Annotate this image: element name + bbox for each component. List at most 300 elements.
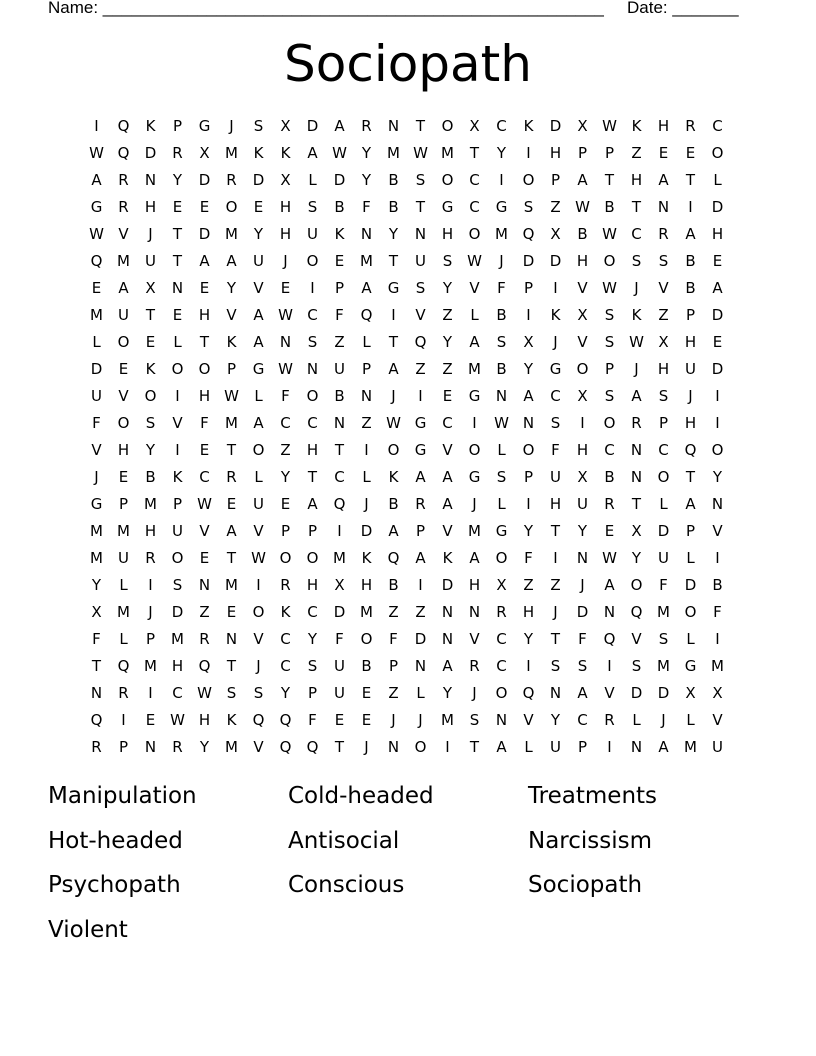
grid-letter: I	[472, 413, 477, 432]
grid-letter: N	[495, 710, 508, 729]
grid-letter: I	[553, 548, 558, 567]
grid-letter: N	[225, 629, 238, 648]
grid-letter: F	[308, 710, 317, 729]
grid-letter: T	[226, 440, 237, 459]
grid-letter: J	[634, 359, 639, 378]
grid-letter: D	[630, 683, 643, 702]
grid-letter: S	[496, 332, 507, 351]
grid-letter: D	[549, 251, 562, 270]
grid-letter: A	[658, 170, 669, 189]
grid-letter: H	[576, 440, 589, 459]
grid-letter: I	[526, 656, 531, 675]
grid-letter: L	[362, 467, 371, 486]
grid-letter: X	[91, 602, 102, 621]
grid-letter: H	[711, 224, 724, 243]
grid-letter: S	[226, 683, 237, 702]
grid-letter: L	[362, 332, 371, 351]
grid-letter: L	[254, 467, 263, 486]
grid-letter: L	[254, 386, 263, 405]
grid-letter: J	[364, 494, 369, 513]
grid-letter: X	[685, 683, 696, 702]
grid-letter: Q	[414, 332, 427, 351]
grid-letter: A	[442, 467, 453, 486]
grid-letter: T	[388, 251, 399, 270]
grid-letter: T	[685, 170, 696, 189]
grid-letter: U	[118, 548, 129, 567]
grid-letter: T	[469, 737, 480, 756]
grid-letter: I	[148, 575, 153, 594]
grid-letter: F	[362, 197, 371, 216]
grid-letter: Q	[387, 548, 400, 567]
grid-letter: F	[335, 629, 344, 648]
grid-letter: H	[198, 386, 211, 405]
grid-letter: G	[468, 467, 481, 486]
grid-letter: H	[549, 143, 562, 162]
grid-letter: B	[712, 575, 723, 594]
word-list-item: Narcissism	[528, 827, 653, 854]
grid-letter: S	[253, 116, 264, 135]
grid-letter: N	[441, 602, 454, 621]
grid-letter: N	[630, 737, 643, 756]
grid-letter: Q	[522, 224, 535, 243]
grid-letter: C	[496, 656, 507, 675]
grid-letter: V	[631, 629, 642, 648]
grid-letter: O	[522, 440, 535, 459]
grid-letter: C	[469, 197, 480, 216]
grid-letter: A	[91, 170, 102, 189]
grid-letter: A	[388, 359, 399, 378]
grid-letter: J	[688, 386, 693, 405]
grid-letter: B	[496, 359, 507, 378]
grid-letter: U	[658, 548, 669, 567]
grid-letter: S	[523, 197, 534, 216]
grid-letter: F	[335, 305, 344, 324]
grid-letter: H	[117, 440, 130, 459]
grid-letter: A	[496, 737, 507, 756]
grid-letter: M	[495, 224, 508, 243]
grid-letter: H	[684, 413, 697, 432]
grid-letter: A	[226, 521, 237, 540]
grid-letter: Z	[361, 413, 372, 432]
grid-letter: J	[256, 656, 261, 675]
grid-letter: A	[415, 548, 426, 567]
grid-letter: A	[442, 656, 453, 675]
grid-letter: R	[658, 224, 669, 243]
grid-letter: M	[144, 656, 157, 675]
grid-letter: N	[198, 575, 211, 594]
grid-letter: B	[361, 656, 372, 675]
grid-letter: C	[334, 467, 345, 486]
grid-letter: X	[496, 575, 507, 594]
grid-letter: O	[522, 170, 535, 189]
grid-letter: I	[715, 386, 720, 405]
grid-letter: X	[577, 386, 588, 405]
grid-letter: S	[550, 413, 561, 432]
grid-letter: A	[334, 116, 345, 135]
grid-letter: N	[90, 683, 103, 702]
grid-letter: O	[468, 440, 481, 459]
grid-letter: B	[388, 494, 399, 513]
grid-letter: P	[523, 278, 534, 297]
grid-letter: K	[253, 143, 264, 162]
grid-letter: O	[306, 251, 319, 270]
grid-letter: J	[229, 116, 234, 135]
grid-letter: P	[685, 521, 696, 540]
grid-letter: K	[334, 224, 345, 243]
grid-letter: P	[172, 116, 183, 135]
grid-letter: Q	[603, 629, 616, 648]
grid-letter: Z	[415, 602, 426, 621]
word-list-item: Sociopath	[528, 872, 643, 898]
grid-letter: I	[121, 710, 126, 729]
grid-letter: F	[713, 602, 722, 621]
grid-letter: J	[391, 386, 396, 405]
grid-letter: G	[549, 359, 562, 378]
grid-letter: C	[496, 116, 507, 135]
grid-letter: Z	[658, 305, 669, 324]
grid-letter: I	[553, 278, 558, 297]
grid-letter: P	[361, 359, 372, 378]
grid-letter: H	[198, 710, 211, 729]
grid-letter: J	[661, 710, 666, 729]
grid-letter: P	[577, 143, 588, 162]
grid-letter: P	[604, 359, 615, 378]
grid-letter: R	[172, 143, 183, 162]
grid-letter: H	[306, 440, 319, 459]
grid-letter: D	[414, 629, 427, 648]
grid-letter: S	[145, 413, 156, 432]
grid-letter: J	[499, 251, 504, 270]
grid-letter: D	[657, 683, 670, 702]
grid-letter: U	[253, 251, 264, 270]
word-list-item: Antisocial	[288, 827, 400, 854]
grid-letter: U	[415, 251, 426, 270]
grid-letter: B	[388, 170, 399, 189]
word-list-item: Cold-headed	[288, 783, 434, 809]
grid-letter: Y	[172, 170, 183, 189]
grid-letter: H	[144, 521, 157, 540]
grid-letter: X	[280, 170, 291, 189]
grid-letter: D	[711, 305, 724, 324]
grid-letter: P	[415, 521, 426, 540]
grid-letter: P	[388, 656, 399, 675]
grid-letter: V	[442, 440, 453, 459]
grid-letter: I	[418, 386, 423, 405]
grid-letter: I	[607, 656, 612, 675]
grid-letter: L	[659, 494, 668, 513]
grid-letter: W	[467, 251, 482, 270]
grid-letter: B	[388, 197, 399, 216]
grid-letter: U	[145, 251, 156, 270]
grid-letter: F	[281, 386, 290, 405]
grid-letter: D	[171, 602, 184, 621]
grid-letter: T	[550, 629, 561, 648]
grid-letter: I	[391, 305, 396, 324]
grid-letter: E	[118, 467, 129, 486]
grid-letter: A	[361, 278, 372, 297]
grid-letter: G	[198, 116, 211, 135]
grid-letter: R	[604, 494, 615, 513]
grid-letter: Y	[712, 467, 723, 486]
grid-letter: U	[253, 494, 264, 513]
grid-letter: M	[711, 656, 724, 675]
grid-letter: K	[631, 116, 642, 135]
grid-letter: O	[117, 413, 130, 432]
grid-letter: W	[575, 197, 590, 216]
grid-letter: C	[307, 305, 318, 324]
grid-letter: N	[630, 440, 643, 459]
grid-letter: K	[145, 359, 156, 378]
grid-letter: A	[307, 143, 318, 162]
grid-letter: D	[333, 602, 346, 621]
grid-letter: I	[526, 305, 531, 324]
word-list	[48, 776, 768, 954]
grid-letter: A	[577, 683, 588, 702]
grid-letter: Y	[442, 683, 453, 702]
grid-letter: L	[686, 548, 695, 567]
grid-letter: G	[468, 386, 481, 405]
grid-letter: W	[197, 683, 212, 702]
grid-letter: E	[685, 143, 696, 162]
grid-letter: J	[148, 602, 153, 621]
grid-letter: G	[387, 278, 400, 297]
grid-letter: N	[657, 197, 670, 216]
grid-letter: P	[604, 143, 615, 162]
grid-letter: M	[225, 737, 238, 756]
grid-letter: X	[577, 305, 588, 324]
grid-letter: Y	[550, 710, 561, 729]
grid-letter: F	[200, 413, 209, 432]
grid-letter: T	[631, 197, 642, 216]
grid-letter: I	[364, 440, 369, 459]
grid-letter: W	[170, 710, 185, 729]
grid-letter: S	[550, 656, 561, 675]
grid-letter: C	[550, 386, 561, 405]
grid-letter: K	[280, 602, 291, 621]
grid-letter: B	[685, 251, 696, 270]
grid-letter: Y	[361, 143, 372, 162]
name-field-label: Name: _____________________________________________________	[48, 0, 604, 17]
grid-letter: O	[279, 548, 292, 567]
grid-letter: B	[604, 467, 615, 486]
grid-letter: T	[415, 197, 426, 216]
grid-letter: V	[523, 710, 534, 729]
grid-letter: V	[172, 413, 183, 432]
grid-letter: E	[118, 359, 129, 378]
grid-letter: M	[468, 359, 481, 378]
grid-letter: D	[684, 575, 697, 594]
grid-letter: Z	[442, 305, 453, 324]
grid-letter: O	[711, 440, 724, 459]
grid-letter: E	[361, 683, 372, 702]
grid-letter: E	[280, 278, 291, 297]
grid-letter: M	[441, 143, 454, 162]
grid-letter: L	[416, 683, 425, 702]
grid-letter: E	[334, 251, 345, 270]
grid-letter: U	[712, 737, 723, 756]
grid-letter: V	[658, 278, 669, 297]
grid-letter: E	[712, 251, 723, 270]
grid-letter: S	[469, 710, 480, 729]
grid-letter: Q	[90, 710, 103, 729]
grid-letter: Z	[388, 683, 399, 702]
grid-letter: I	[175, 386, 180, 405]
grid-letter: V	[577, 278, 588, 297]
grid-letter: Z	[550, 575, 561, 594]
grid-letter: X	[577, 116, 588, 135]
grid-letter: U	[118, 305, 129, 324]
grid-letter: A	[685, 224, 696, 243]
grid-letter: O	[252, 440, 265, 459]
grid-letter: Q	[198, 656, 211, 675]
grid-letter: S	[631, 656, 642, 675]
grid-letter: T	[469, 143, 480, 162]
grid-letter: E	[712, 332, 723, 351]
grid-letter: P	[307, 521, 318, 540]
grid-letter: O	[630, 575, 643, 594]
grid-letter: X	[550, 224, 561, 243]
grid-letter: M	[117, 602, 130, 621]
grid-letter: U	[172, 521, 183, 540]
grid-letter: N	[387, 116, 400, 135]
grid-letter: V	[415, 305, 426, 324]
grid-letter: V	[712, 521, 723, 540]
grid-letter: X	[712, 683, 723, 702]
grid-letter: O	[468, 224, 481, 243]
grid-letter: P	[118, 737, 129, 756]
grid-letter: T	[145, 305, 156, 324]
grid-letter: U	[91, 386, 102, 405]
grid-letter: O	[414, 737, 427, 756]
grid-letter: T	[226, 548, 237, 567]
grid-letter: Z	[388, 602, 399, 621]
grid-letter: S	[172, 575, 183, 594]
grid-letter: M	[360, 602, 373, 621]
grid-letter: C	[496, 629, 507, 648]
grid-letter: W	[629, 332, 644, 351]
grid-letter: T	[388, 332, 399, 351]
grid-letter: N	[711, 494, 724, 513]
grid-letter: Y	[523, 629, 534, 648]
grid-letter: P	[280, 521, 291, 540]
grid-letter: E	[253, 197, 264, 216]
grid-letter: L	[632, 710, 641, 729]
grid-letter: Q	[252, 710, 265, 729]
grid-letter: Y	[307, 629, 318, 648]
grid-letter: L	[119, 575, 128, 594]
grid-letter: V	[199, 521, 210, 540]
grid-letter: O	[495, 683, 508, 702]
grid-letter: J	[472, 494, 477, 513]
grid-letter: B	[577, 224, 588, 243]
grid-letter: K	[550, 305, 561, 324]
grid-letter: N	[414, 224, 427, 243]
grid-letter: H	[306, 575, 319, 594]
grid-letter: O	[657, 467, 670, 486]
grid-letter: X	[469, 116, 480, 135]
grid-letter: T	[415, 116, 426, 135]
grid-letter: Q	[522, 683, 535, 702]
grid-letter: C	[307, 413, 318, 432]
grid-letter: P	[523, 467, 534, 486]
grid-letter: K	[226, 332, 237, 351]
grid-letter: A	[253, 332, 264, 351]
grid-letter: L	[686, 710, 695, 729]
grid-letter: U	[685, 359, 696, 378]
page-title: Sociopath	[284, 35, 532, 93]
grid-letter: V	[253, 278, 264, 297]
grid-letter: S	[415, 278, 426, 297]
grid-letter: G	[414, 440, 427, 459]
grid-letter: R	[199, 629, 210, 648]
grid-letter: Q	[90, 251, 103, 270]
grid-letter: V	[253, 629, 264, 648]
grid-letter: K	[388, 467, 399, 486]
grid-letter: O	[117, 332, 130, 351]
grid-letter: K	[172, 467, 183, 486]
grid-letter: H	[441, 224, 454, 243]
grid-letter: S	[604, 386, 615, 405]
grid-letter: S	[253, 683, 264, 702]
grid-letter: G	[495, 197, 508, 216]
grid-letter: K	[631, 305, 642, 324]
grid-letter: M	[90, 521, 103, 540]
grid-letter: N	[279, 332, 292, 351]
grid-letter: F	[659, 575, 668, 594]
grid-letter: B	[145, 467, 156, 486]
grid-letter: C	[469, 170, 480, 189]
grid-letter: R	[172, 737, 183, 756]
grid-letter: N	[603, 602, 616, 621]
grid-letter: V	[118, 224, 129, 243]
grid-letter: R	[226, 467, 237, 486]
grid-letter: N	[171, 278, 184, 297]
grid-letter: C	[577, 710, 588, 729]
grid-letter: X	[280, 116, 291, 135]
grid-letter: A	[307, 494, 318, 513]
grid-letter: V	[118, 386, 129, 405]
grid-letter: D	[549, 116, 562, 135]
grid-letter: U	[550, 467, 561, 486]
grid-letter: D	[360, 521, 373, 540]
grid-letter: J	[580, 575, 585, 594]
grid-letter: O	[603, 251, 616, 270]
grid-letter: D	[144, 143, 157, 162]
grid-letter: A	[658, 737, 669, 756]
grid-letter: H	[279, 197, 292, 216]
grid-letter: A	[523, 386, 534, 405]
grid-letter: D	[441, 575, 454, 594]
grid-letter: W	[224, 386, 239, 405]
grid-letter: C	[280, 629, 291, 648]
grid-letter: O	[603, 413, 616, 432]
grid-letter: E	[604, 521, 615, 540]
grid-letter: C	[280, 413, 291, 432]
grid-letter: W	[602, 224, 617, 243]
grid-letter: O	[684, 602, 697, 621]
grid-letter: E	[172, 305, 183, 324]
grid-letter: Z	[631, 143, 642, 162]
grid-letter: E	[226, 602, 237, 621]
grid-letter: L	[470, 305, 479, 324]
grid-letter: N	[441, 629, 454, 648]
grid-letter: Q	[333, 494, 346, 513]
grid-letter: A	[415, 467, 426, 486]
grid-letter: S	[496, 467, 507, 486]
grid-letter: H	[279, 224, 292, 243]
grid-letter: O	[171, 359, 184, 378]
grid-letter: Y	[442, 278, 453, 297]
